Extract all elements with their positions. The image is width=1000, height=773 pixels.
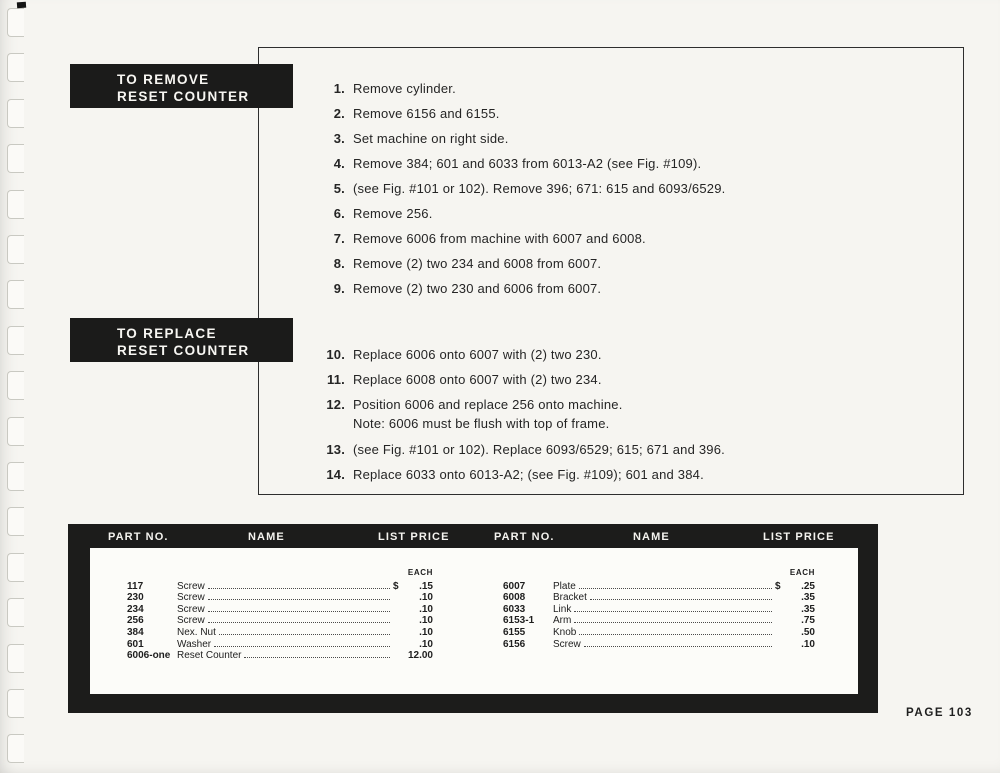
table-row <box>503 592 815 604</box>
price-amount: .10 <box>419 626 433 638</box>
section-header-remove-line1: TO REMOVE <box>117 72 210 87</box>
step-item <box>300 256 955 271</box>
section-header-replace <box>70 318 293 362</box>
step-item <box>300 181 955 196</box>
currency-sign: $ <box>775 580 781 592</box>
binding-hole <box>7 8 24 37</box>
dot-leader <box>244 657 390 658</box>
part-name: Arm <box>553 615 572 627</box>
price-amount: .10 <box>419 592 433 604</box>
parts-price-table <box>68 524 878 713</box>
part-price <box>393 627 433 638</box>
step-text: Note: 6006 must be flush with top of frame. <box>353 416 610 431</box>
part-name: Plate <box>553 580 576 592</box>
step-number <box>300 416 345 431</box>
part-name: Nex. Nut <box>177 626 216 638</box>
part-name: Screw <box>177 592 205 604</box>
table-row <box>503 603 815 615</box>
table-row <box>127 626 433 638</box>
dot-leader <box>590 599 772 600</box>
table-row <box>503 626 815 638</box>
part-number: 6007 <box>503 580 526 592</box>
table-header-part-no-left: PART NO. <box>108 531 169 543</box>
step-text: Remove 384; 601 and 6033 from 6013-A2 (see Fig. #109). <box>353 156 702 171</box>
step-text: Remove (2) two 230 and 6006 from 6007. <box>353 281 602 296</box>
table-row <box>503 580 815 592</box>
price-amount: .25 <box>801 580 815 592</box>
section-header-remove-line2: RESET COUNTER <box>117 89 250 104</box>
step-text: (see Fig. #101 or 102). Remove 396; 671: 615 and 6093/6529. <box>353 181 726 196</box>
step-number: 2. <box>333 106 345 121</box>
page-number: PAGE 103 <box>906 707 973 719</box>
step-item <box>300 467 955 482</box>
table-row <box>127 638 433 650</box>
step-item <box>300 231 955 246</box>
step-number: 12. <box>326 397 345 412</box>
part-name: Link <box>553 603 572 615</box>
step-text: Remove (2) two 234 and 6008 from 6007. <box>353 256 602 271</box>
price-amount: .10 <box>801 638 815 650</box>
step-item <box>300 81 955 96</box>
price-amount: .15 <box>419 580 433 592</box>
dot-leader <box>579 588 772 589</box>
part-number: 230 <box>127 592 144 604</box>
step-number: 11. <box>327 372 345 387</box>
step-text: Set machine on right side. <box>353 131 509 146</box>
binding-hole <box>7 190 24 219</box>
step-text: Remove 256. <box>353 206 433 221</box>
part-price <box>393 639 433 650</box>
binding-hole <box>7 235 24 264</box>
binding-hole <box>7 462 24 491</box>
price-amount: .35 <box>801 592 815 604</box>
part-price <box>393 592 433 603</box>
binding-hole <box>7 371 24 400</box>
currency-sign: $ <box>393 580 399 592</box>
part-number: 6006-one <box>127 650 171 662</box>
step-number: 5. <box>333 181 345 196</box>
step-item <box>300 372 955 387</box>
dot-leader <box>579 634 772 635</box>
parts-rows-left <box>127 580 433 661</box>
part-number: 384 <box>127 626 144 638</box>
dot-leader <box>219 634 390 635</box>
part-name: Washer <box>177 638 212 650</box>
part-number: 601 <box>127 638 144 650</box>
step-item <box>300 206 955 221</box>
step-number: 4. <box>333 156 345 171</box>
step-item <box>300 397 955 412</box>
binding-hole <box>7 507 24 536</box>
section-header-remove <box>70 64 293 108</box>
step-text: Remove 6156 and 6155. <box>353 106 500 121</box>
price-amount: .10 <box>419 638 433 650</box>
binding-hole <box>7 280 24 309</box>
part-name: Screw <box>177 603 205 615</box>
binding-hole <box>7 53 24 82</box>
dot-leader <box>208 599 390 600</box>
step-item <box>300 281 955 296</box>
section-header-replace-line2: RESET COUNTER <box>117 343 250 358</box>
binding-hole <box>7 734 24 763</box>
part-name: Knob <box>553 626 577 638</box>
dot-leader <box>208 622 390 623</box>
binding-hole <box>7 598 24 627</box>
price-amount: 12.00 <box>407 650 433 662</box>
table-header-list-price-right: LIST PRICE <box>763 531 835 543</box>
table-header-part-no-right: PART NO. <box>494 531 555 543</box>
step-number: 3. <box>333 131 345 146</box>
step-item <box>300 106 955 121</box>
price-amount: .50 <box>801 626 815 638</box>
step-text: (see Fig. #101 or 102). Replace 6093/6529; 615; 671 and 396. <box>353 442 725 457</box>
step-text: Remove 6006 from machine with 6007 and 6008. <box>353 231 646 246</box>
price-amount: .35 <box>801 603 815 615</box>
step-item <box>300 131 955 146</box>
step-text: Replace 6033 onto 6013-A2; (see Fig. #109); 601 and 384. <box>353 467 704 482</box>
part-number: 6033 <box>503 603 526 615</box>
table-header-list-price-left: LIST PRICE <box>378 531 450 543</box>
binding-hole <box>7 99 24 128</box>
each-label-right: EACH <box>789 568 815 577</box>
step-text: Replace 6008 onto 6007 with (2) two 234. <box>353 372 602 387</box>
part-number: 256 <box>127 615 144 627</box>
each-label-left: EACH <box>407 568 433 577</box>
step-number: 1. <box>333 81 345 96</box>
part-name: Bracket <box>553 592 587 604</box>
dot-leader <box>208 588 390 589</box>
parts-rows-right <box>503 580 815 650</box>
table-row <box>127 580 433 592</box>
part-number: 6008 <box>503 592 526 604</box>
step-number: 8. <box>333 256 345 271</box>
step-item <box>300 442 955 457</box>
parts-table-panel <box>90 548 858 694</box>
part-price <box>775 627 815 638</box>
binding-hole <box>7 644 24 673</box>
dot-leader <box>214 646 390 647</box>
step-number: 13. <box>326 442 345 457</box>
table-row <box>503 638 815 650</box>
part-price <box>775 592 815 603</box>
step-item <box>300 416 955 431</box>
step-number: 14. <box>326 467 345 482</box>
part-number: 234 <box>127 603 144 615</box>
part-number: 117 <box>127 580 144 592</box>
price-amount: .10 <box>419 603 433 615</box>
part-price <box>775 615 815 626</box>
dot-leader <box>208 611 390 612</box>
step-number: 7. <box>333 231 345 246</box>
step-number: 6. <box>333 206 345 221</box>
dot-leader <box>574 611 772 612</box>
step-number: 10. <box>326 347 345 362</box>
price-amount: .75 <box>801 615 815 627</box>
table-row <box>503 615 815 627</box>
binding-hole <box>7 553 24 582</box>
part-price <box>393 604 433 615</box>
price-amount: .10 <box>419 615 433 627</box>
part-number: 6153-1 <box>503 615 535 627</box>
part-name: Screw <box>177 580 205 592</box>
step-text: Position 6006 and replace 256 onto machine. <box>353 397 623 412</box>
binding-hole <box>7 417 24 446</box>
part-price <box>775 604 815 615</box>
part-price <box>393 650 433 661</box>
dot-leader <box>584 646 772 647</box>
step-number: 9. <box>333 281 345 296</box>
part-name: Reset Counter <box>177 650 242 662</box>
section-header-replace-line1: TO REPLACE <box>117 326 217 341</box>
part-price <box>393 615 433 626</box>
step-text: Remove cylinder. <box>353 81 456 96</box>
part-number: 6156 <box>503 638 526 650</box>
parts-column-left <box>127 568 433 661</box>
step-text: Replace 6006 onto 6007 with (2) two 230. <box>353 347 602 362</box>
binding-hole <box>7 689 24 718</box>
table-row <box>127 650 433 662</box>
part-price <box>393 581 433 592</box>
table-header-name-left: NAME <box>248 531 285 543</box>
scan-artifact <box>17 2 26 9</box>
part-name: Screw <box>177 615 205 627</box>
part-name: Screw <box>553 638 581 650</box>
table-row <box>127 603 433 615</box>
part-number: 6155 <box>503 626 526 638</box>
table-header-name-right: NAME <box>633 531 670 543</box>
table-row <box>127 615 433 627</box>
binding-hole <box>7 144 24 173</box>
binding-hole <box>7 326 24 355</box>
step-item <box>300 347 955 362</box>
table-row <box>127 592 433 604</box>
parts-column-right <box>503 568 815 650</box>
dot-leader <box>574 622 772 623</box>
part-price <box>775 581 815 592</box>
part-price <box>775 639 815 650</box>
step-item <box>300 156 955 171</box>
